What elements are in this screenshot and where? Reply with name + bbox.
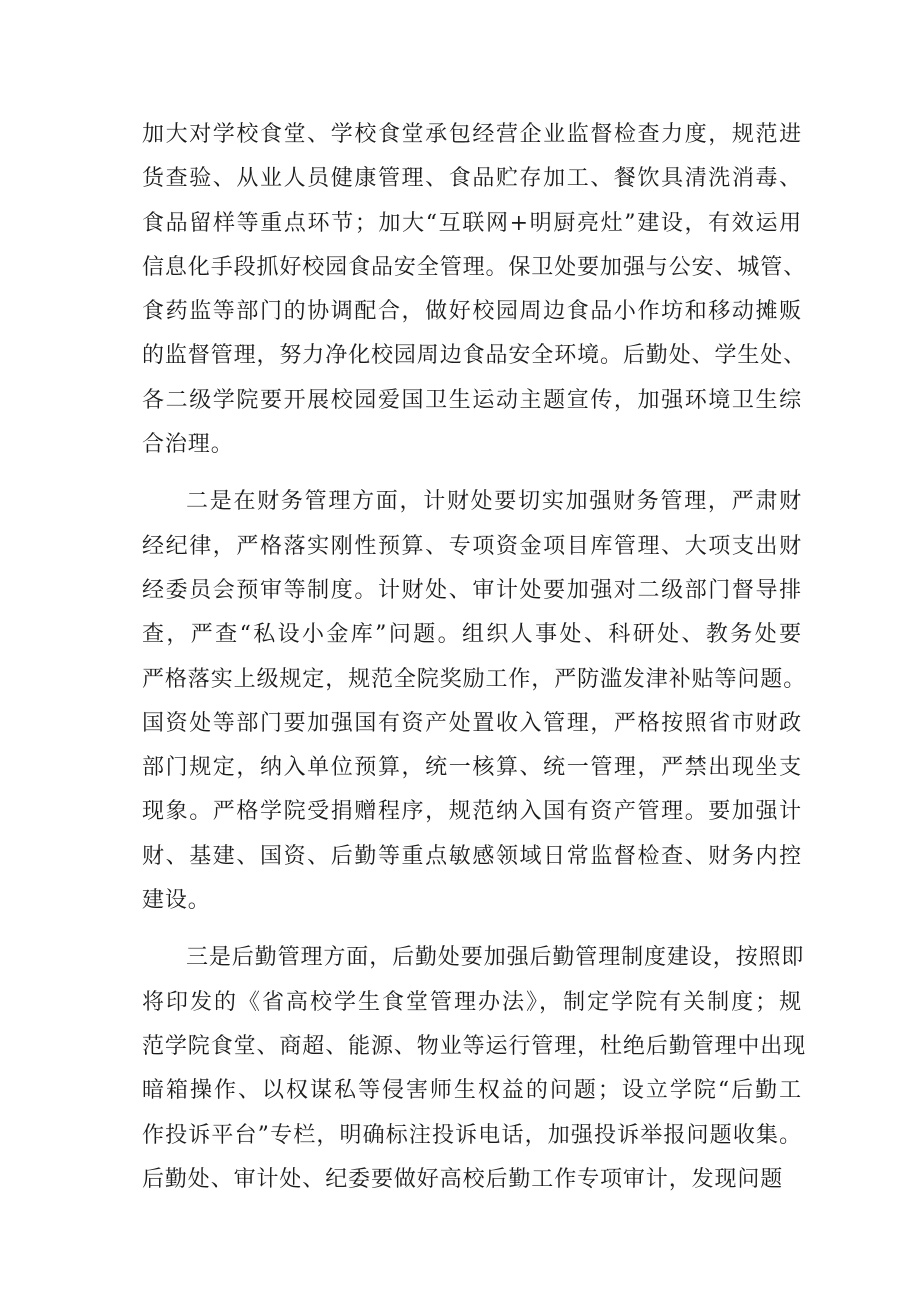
text-line: 经委员会预审等制度。计财处、审计处要加强对二级部门督导排 [142, 577, 802, 603]
text-line: 三是后勤管理方面，后勤处要加强后勤管理制度建设，按照即 [186, 945, 805, 971]
text-line: 各二级学院要开展校园爱国卫生运动主题宣传，加强环境卫生综 [142, 387, 802, 413]
text-line: 作投诉平台”专栏，明确标注投诉电话，加强投诉举报问题收集。 [142, 1122, 802, 1148]
text-line: 现象。严格学院受捐赠程序，规范纳入国有资产管理。要加强计 [142, 799, 802, 825]
text-line: 二是在财务管理方面，计财处要切实加强财务管理，严肃财 [186, 489, 802, 515]
text-line: 货查验、从业人员健康管理、食品贮存加工、餐饮具清洗消毒、 [142, 166, 802, 192]
text-line: 加大对学校食堂、学校食堂承包经营企业监督检查力度，规范进 [142, 122, 802, 147]
text-line: 部门规定，纳入单位预算，统一核算、统一管理，严禁出现坐支 [142, 755, 802, 781]
text-line: 后勤处、审计处、纪委要做好高校后勤工作专项审计，发现问题 [142, 1166, 784, 1192]
text-line: 暗箱操作、以权谋私等侵害师生权益的问题；设立学院“后勤工 [142, 1078, 802, 1104]
text-line: 食药监等部门的协调配合，做好校园周边食品小作坊和移动摊贩 [142, 299, 802, 325]
text-line: 国资处等部门要加强国有资产处置收入管理，严格按照省市财政 [142, 710, 802, 736]
text-line: 查，严查“私设小金库”问题。组织人事处、科研处、教务处要 [142, 622, 802, 648]
text-line: 财、基建、国资、后勤等重点敏感领域日常监督检查、财务内控 [142, 843, 802, 869]
text-line: 建设。 [142, 888, 211, 914]
text-line: 的监督管理，努力净化校园周边食品安全环境。后勤处、学生处、 [142, 343, 807, 369]
text-line: 范学院食堂、商超、能源、物业等运行管理，杜绝后勤管理中出现 [142, 1033, 807, 1059]
text-line: 信息化手段抓好校园食品安全管理。保卫处要加强与公安、城管、 [142, 254, 807, 280]
document-body [142, 113, 807, 1202]
text-line: 食品留样等重点环节；加大“互联网+明厨亮灶”建设，有效运用 [142, 210, 802, 236]
text-line: 严格落实上级规定，规范全院奖励工作，严防滥发津补贴等问题。 [142, 666, 807, 692]
text-line: 经纪律，严格落实刚性预算、专项资金项目库管理、大项支出财 [142, 533, 802, 559]
paragraph-2 [142, 480, 807, 923]
paragraph-3 [142, 936, 807, 1202]
paragraph-1 [142, 113, 807, 467]
text-line: 合治理。 [142, 432, 234, 458]
text-line: 将印发的《省高校学生食堂管理办法》，制定学院有关制度；规 [142, 989, 802, 1015]
